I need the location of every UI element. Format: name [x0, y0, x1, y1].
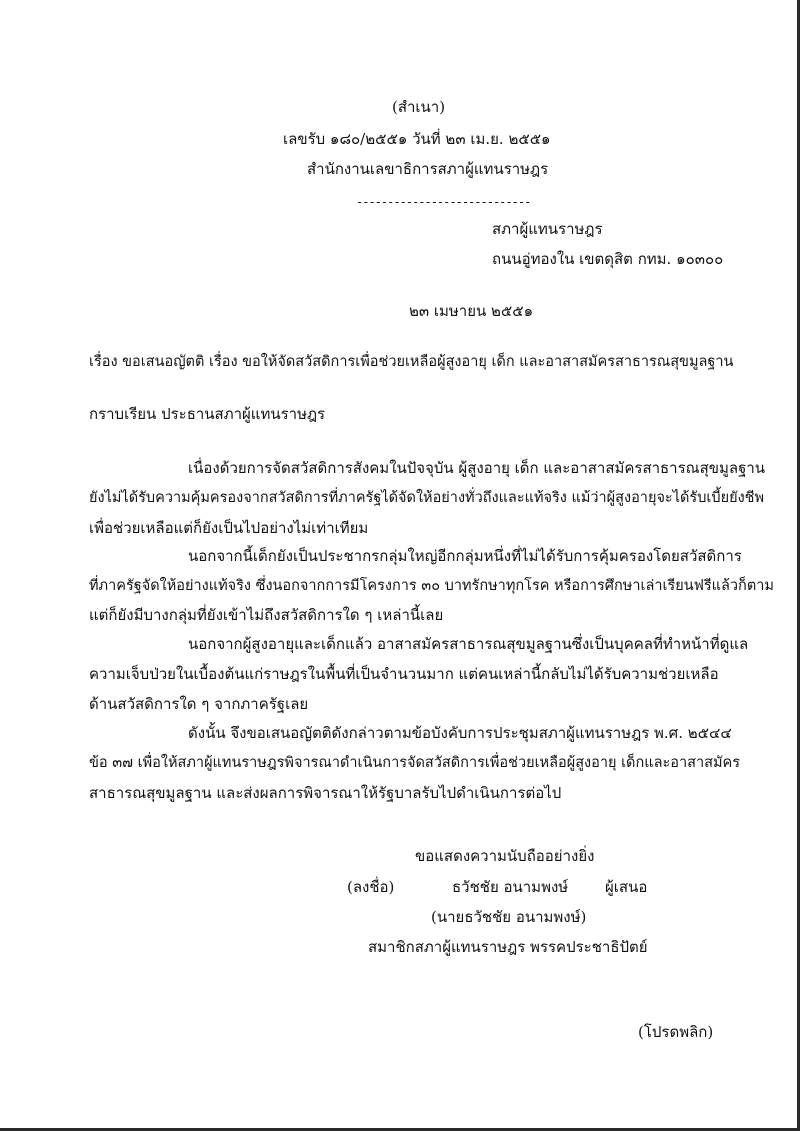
sender-address: ถนนอู่ทองใน เขตดุสิต กทม. ๑๐๓๐๐: [492, 250, 724, 268]
printed-name: (นายธวัชชัย อนามพงษ์): [431, 908, 587, 926]
paragraph-line: ความเจ็บป่วยในเบื้องต้นแก่ราษฎรในพื้นที่เป็นจำนวนมาก แต่คนเหล่านี้กลับไม่ได้รับความช่วยเหลือ: [89, 665, 719, 683]
paragraph-line: ยังไม่ได้รับความคุ้มครองจากสวัสดิการที่ภาครัฐได้จัดให้อย่างทั่วถึงและแท้จริง แม้ว่าผู้สูงอายุจะได้รับเบี้ยยังชีพ: [89, 490, 765, 506]
paragraph-line: ด้านสวัสดิการใด ๆ จากภาครัฐเลย: [89, 695, 309, 713]
turn-over-note: (โปรดพลิก): [638, 1023, 714, 1041]
signed-label: (ลงชื่อ): [347, 878, 395, 896]
sender-org: สภาผู้แทนราษฎร: [492, 220, 603, 238]
header-separator: ----------------------------: [356, 195, 531, 209]
receipt-line: เลขรับ ๑๘๐/๒๕๕๑ วันที่ ๒๓ เม.ย. ๒๕๕๑: [283, 130, 551, 148]
salutation: กราบเรียน ประธานสภาผู้แทนราษฎร: [89, 405, 326, 423]
paragraph-line: นอกจากนี้เด็กยังเป็นประชากรกลุ่มใหญ่อีกกลุ่มหนึ่งที่ไม่ได้รับการคุ้มครองโดยสวัสดิการ: [188, 547, 742, 565]
paragraph-line: สาธารณสุขมูลฐาน และส่งผลการพิจารณาให้รัฐบาลรับไปดำเนินการต่อไป: [89, 784, 562, 802]
signer-role: ผู้เสนอ: [605, 878, 648, 896]
paragraph-line: แต่ก็ยังมีบางกลุ่มที่ยังเข้าไม่ถึงสวัสดิการใด ๆ เหล่านี้เลย: [89, 606, 444, 624]
letter-date: ๒๓ เมษายน ๒๕๕๑: [409, 302, 534, 320]
closing-regards: ขอแสดงความนับถืออย่างยิ่ง: [415, 847, 595, 865]
paragraph-line: ที่ภาครัฐจัดให้อย่างแท้จริง ซึ่งนอกจากการมีโครงการ ๓๐ บาทรักษาทุกโรค หรือการศึกษาเล่าเรียนฟรีแล้วก็ตาม: [89, 578, 774, 594]
signature-name: ธวัชชัย อนามพงษ์: [452, 878, 569, 896]
subject-line: เรื่อง ขอเสนอญัตติ เรื่อง ขอให้จัดสวัสดิการเพื่อช่วยเหลือผู้สูงอายุ เด็ก และอาสาสมัครสาธารณสุขมูลฐาน: [89, 354, 734, 370]
paragraph-line: ดังนั้น จึงขอเสนอญัตติดังกล่าวตามข้อบังคับการประชุมสภาผู้แทนราษฎร พ.ศ. ๒๕๔๔: [188, 724, 732, 742]
paragraph-line: นอกจากผู้สูงอายุและเด็กแล้ว อาสาสมัครสาธารณสุขมูลฐานซึ่งเป็นบุคคลที่ทำหน้าที่ดูแล: [188, 635, 749, 653]
copy-mark: (สำเนา): [392, 98, 446, 116]
paragraph-line: เพื่อช่วยเหลือแต่ก็ยังเป็นไปอย่างไม่เท่าเทียม: [89, 519, 369, 537]
paragraph-line: เนื่องด้วยการจัดสวัสดิการสังคมในปัจจุบัน ผู้สูงอายุ เด็ก และอาสาสมัครสาธารณสุขมูลฐาน: [188, 459, 766, 477]
office-name: สำนักงานเลขาธิการสภาผู้แทนราษฎร: [307, 160, 549, 178]
paragraph-line: ข้อ ๓๗ เพื่อให้สภาผู้แทนราษฎรพิจารณาดำเนินการจัดสวัสดิการเพื่อช่วยเหลือผู้สูงอายุ เด็กและอาสาสมัคร: [89, 755, 740, 771]
signer-position: สมาชิกสภาผู้แทนราษฎร พรรคประชาธิปัตย์: [368, 938, 648, 956]
